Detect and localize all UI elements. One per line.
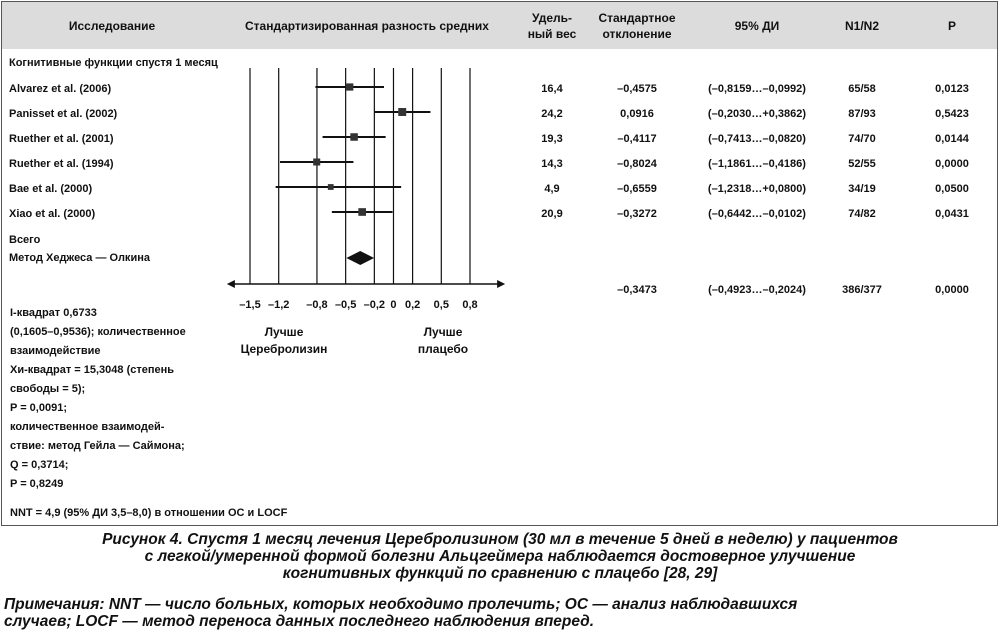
study-ci: (–0,6442…–0,0102) (708, 208, 806, 220)
stats-line: Q = 0,3714; (10, 459, 69, 471)
stats-line: ствие: метод Гейла — Саймона; (10, 440, 185, 452)
figure-caption (0, 531, 1000, 582)
study-p: 0,0000 (935, 158, 969, 170)
study-name: Panisset et al. (2002) (9, 108, 118, 120)
x-tick-label: –0,2 (363, 299, 386, 311)
study-weight: 16,4 (541, 83, 563, 95)
study-sd: –0,3272 (617, 208, 657, 220)
study-n: 87/93 (848, 108, 876, 120)
total-n: 386/377 (842, 284, 882, 296)
x-axis-arrow-left (227, 280, 235, 288)
notes-line1: Примечания: NNT — число больных, которых необходимо пролечить; ОС — анализ наблюдавшихся (4, 596, 798, 613)
x-tick-label: 0,8 (462, 299, 478, 311)
caption-line1: Рисунок 4. Спустя 1 месяц лечения Церебролизином (30 мл в течение 5 дней в неделю) у пациентов (102, 531, 898, 548)
study-ci: (–0,7413…–0,0820) (708, 133, 806, 145)
study-sd: –0,4575 (617, 83, 657, 95)
x-tick-label: 0 (390, 299, 397, 311)
study-sd: 0,0916 (620, 108, 654, 120)
study-weight: 20,9 (541, 208, 563, 220)
x-tick-label: 0,5 (433, 299, 449, 311)
study-n: 34/19 (848, 183, 876, 195)
header-study: Исследование (68, 19, 156, 33)
total-ci: (–0,4923…–0,2024) (708, 284, 806, 296)
study-ci: (–0,8159…–0,0992) (708, 83, 806, 95)
study-point (350, 133, 358, 141)
favors-right-line1: Лучше (423, 325, 463, 339)
study-point (358, 208, 366, 216)
caption-line2: с легкой/умеренной формой болезни Альцгеймера наблюдается достоверное улучшение (144, 548, 856, 565)
study-n: 65/58 (848, 83, 876, 95)
study-name: Bae et al. (2000) (9, 183, 93, 195)
pooled-diamond (346, 251, 374, 265)
study-name: Xiao et al. (2000) (9, 208, 96, 220)
favors-placebo-label (398, 324, 488, 358)
stats-line: I-квадрат 0,6733 (10, 307, 97, 319)
study-sd: –0,8024 (617, 158, 657, 170)
study-p: 0,0500 (935, 183, 969, 195)
study-p: 0,0123 (935, 83, 969, 95)
header-ci: 95% ДИ (734, 19, 780, 33)
header-n: N1/N2 (844, 19, 879, 33)
study-weight: 24,2 (541, 108, 563, 120)
study-p: 0,0144 (935, 133, 969, 145)
total-p: 0,0000 (935, 284, 969, 296)
x-tick-label: 0,2 (404, 299, 421, 311)
study-n: 52/55 (848, 158, 876, 170)
study-point (398, 108, 406, 116)
study-n: 74/70 (848, 133, 876, 145)
x-tick-label: –0,8 (306, 299, 328, 311)
favors-left-line1: Лучше (264, 325, 304, 339)
stats-line: P = 0,0091; (10, 402, 67, 414)
section-label: Когнитивные функции спустя 1 месяц (9, 57, 218, 69)
total-method-label: Метод Хеджеса — Олкина (9, 252, 150, 264)
study-point (346, 83, 353, 90)
stats-line: свободы = 5); (10, 383, 86, 395)
notes-line2: случаев; LOCF — метод переноса данных последнего наблюдения вперед. (4, 613, 595, 630)
study-p: 0,0431 (935, 208, 969, 220)
nnt-line: NNT = 4,9 (95% ДИ 3,5–8,0) в отношении ОС и LOCF (10, 507, 288, 519)
study-weight: 14,3 (541, 158, 563, 170)
study-weight: 19,3 (541, 133, 563, 145)
stats-line: P = 0,8249 (10, 478, 64, 490)
study-point (328, 184, 334, 190)
study-sd: –0,4117 (617, 133, 657, 145)
favors-left-line2: Церебролизин (240, 342, 328, 356)
study-p: 0,5423 (935, 108, 969, 120)
study-ci: (–0,2030…+0,3862) (707, 108, 807, 120)
header-p: P (947, 19, 956, 33)
x-axis-arrow-right (497, 280, 505, 288)
favors-right-line2: плацебо (417, 342, 469, 356)
x-tick-label: –1,5 (239, 299, 261, 311)
stats-line: Хи-квадрат = 15,3048 (степень (10, 364, 175, 376)
stats-line: количественное взаимодей- (10, 421, 165, 433)
study-ci: (–1,2318…+0,0800) (707, 183, 807, 195)
header-sd-line2: отклонение (602, 27, 672, 41)
figure-notes (4, 596, 994, 630)
total-sd: –0,3473 (617, 284, 657, 296)
study-name: Ruether et al. (1994) (9, 158, 114, 170)
x-tick-label: –0,5 (334, 299, 357, 311)
caption-line3: когнитивных функций по сравнению с плацебо [28, 29] (282, 565, 718, 582)
stats-line: (0,1605–0,9536); количественное (10, 326, 186, 338)
header-smd: Стандартизированная разность средних (245, 19, 489, 33)
header-sd-line1: Стандартное (598, 11, 676, 25)
total-label: Всего (9, 234, 41, 246)
header-weight-line1: Удель- (532, 11, 572, 25)
header-weight-line2: ный вес (527, 27, 577, 41)
study-point (313, 158, 320, 165)
study-sd: –0,6559 (617, 183, 657, 195)
favors-cerebrolysin-label (234, 324, 334, 358)
x-tick-label: –1,2 (267, 299, 290, 311)
forest-plot-figure (1, 1, 998, 526)
study-name: Ruether et al. (2001) (9, 133, 114, 145)
study-name: Alvarez et al. (2006) (9, 83, 112, 95)
study-ci: (–1,1861…–0,4186) (708, 158, 806, 170)
study-n: 74/82 (848, 208, 876, 220)
stats-line: взаимодействие (10, 345, 101, 357)
study-weight: 4,9 (544, 183, 560, 195)
